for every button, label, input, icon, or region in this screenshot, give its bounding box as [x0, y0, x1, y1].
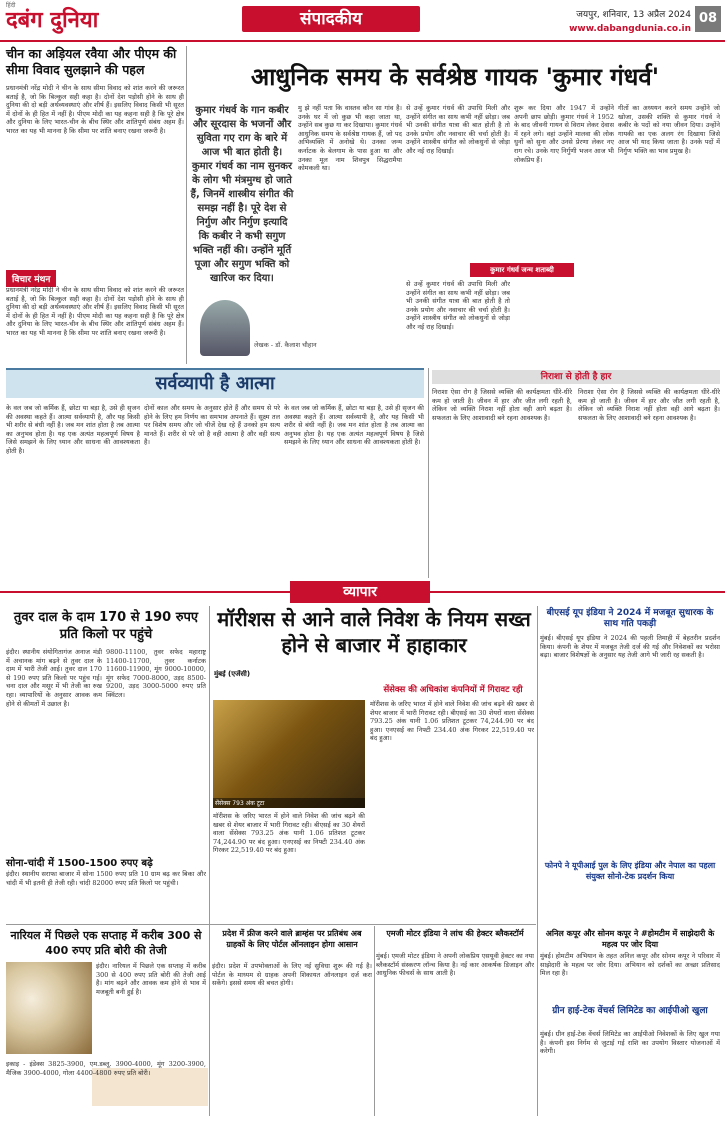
column-divider: [374, 926, 375, 1116]
image-caption: सेंसेक्स 793 अंक टूटा: [213, 798, 365, 808]
editorial-body-column-2: से उन्हें कुमार गंधर्व की उपाधि मिली और उन्होंने संगीत का साथ कभी नहीं छोड़ा। जब भी उनकी संगीत यात्रा की बात होती है तो उनके प्रयोग और नवाचार की चर्चा होती है। उन्होंने शास्त्रीय संगीत को लोकधुनों से जोड़ा और नई राह दिखाई।: [406, 104, 510, 155]
business-section-bar: [0, 581, 725, 603]
section-title: संपादकीय: [242, 6, 420, 32]
dal-rates: 9800-11100, तुवर सफेद महाराष्ट्र 11400-11700, तुवर कर्नाटक 11600-11900, मूंग 9000-10000, मूंग सफेद 7000-8000, उड़द 8500-9200, उड़द 3000-5000 रुपए प्रति क्विंटल।: [106, 648, 206, 699]
bse-body: मुंबई। बीएसई यूप इंडिया ने 2024 की पहली तिमाही में बेहतरीन प्रदर्शन किया। कंपनी के शेयर में मजबूत तेजी दर्ज की गई और निवेशकों का भरोसा बढ़ा। बाजार विशेषज्ञों के अनुसार यह तेजी आगे भी जारी रह सकती है।: [540, 634, 720, 660]
editorial-body-column-3: शुरू कर दिया और 1947 में उन्होंने अपनी छाप छोड़ी। कुमार गंधर्व ने 1952 के बाद जीवनी गायन से विराम लेकर देवास में रहने लगे। वहां उन्होंने मालवा की लोक धुनों को सुना और उनसे प्रेरणा लेकर नए राग रचे। उनके गाए निर्गुणी भजन आज भी लोकप्रिय हैं।: [514, 104, 614, 164]
column-divider: [186, 46, 187, 364]
feature-body-3: के वल जब जो कर्मिक हैं, छोटा या बड़ा है, उसे ही सृजन की अवस्था कहते हैं। आत्मा सर्वव्यापी है, और यह किसी भी शरीर से बंधी नहीं है। जब मन शांत होता है तब आत्मा का अनुभव होता है। यह एक अत्यंत महत्वपूर्ण विषय है जिसे समझने के लिए ध्यान और साधना की आवश्यकता होती है।: [284, 404, 424, 447]
pull-quote: कुमार गंधर्व के गान कबीर और सूरदास के भजनों और सुविता गए राग के बारे में आज भी बात होती है। कुमार गंधर्व का नाम सुनकर के लोग भी मंत्रमुग्ध हो जाते हैं, जिनमें शास्त्रीय संगीत की समझ नहीं है। पूरे देश से निर्गुण और निर्गुण इत्यादि कि कबीर ने कभी सगुण भक्ति नहीं की। उन्होंने मूर्ति पूजा और सगुण भक्ति को खारिज कर दिया।: [190, 105, 294, 284]
date-block: [569, 8, 691, 36]
hometeam-body: मुंबई। होमटीम अभियान के तहत अनिल कपूर और सोनम कपूर ने परिवार में साझेदारी के महत्व पर जोर दिया। अभियान को दर्शकों का अच्छा प्रतिसाद मिल रहा है।: [540, 952, 720, 978]
column-divider: [209, 606, 210, 1116]
opinion-headline: निराशा से होती है हार: [432, 370, 720, 384]
portal-body: इंदौर। प्रदेश में उपभोक्ताओं के लिए नई सुविधा शुरू की गई है। पोर्टल के माध्यम से ग्राहक अपनी शिकायत ऑनलाइन दर्ज करा सकेंगे। इससे समय की बचत होगी।: [212, 962, 372, 988]
date-line: जयपुर, शनिवार, 13 अप्रैल 2024: [576, 10, 691, 20]
left-article-body-continued: प्रधानमंत्री नरेंद्र मोदी ने चीन के साथ सीमा विवाद को शांत करने की जरूरत बताई है, जो कि बिल्कुल सही कहा है। दोनों देश पड़ोसी होने के साथ ही दुनिया की दो बड़ी अर्थव्यवस्थाएं और शीर्ष हैं। इसलिए विवाद किसी भी सूरत में दोनों के ही हित में नहीं है। पीएम मोदी का यह कहना सही है कि पूरे क्षेत्र और दुनिया के लिए भारत-चीन के बीच स्थिर और शांतिपूर्ण संबंध अहम हैं। भारत का यह भी मानना है कि सीमा पर शांति बनाए रखना जरूरी है।: [6, 286, 184, 337]
feature-body-1: के वल जब जो कर्मिक हैं, छोटा या बड़ा है, उसे ही सृजन की अवस्था कहते हैं। आत्मा सर्वव्यापी है, और यह किसी भी शरीर से बंधी नहीं है। जब मन शांत होता है तब आत्मा का अनुभव होता है। यह एक अत्यंत महत्वपूर्ण विषय है जिसे समझने के लिए ध्यान और साधना की आवश्यकता होती है।: [6, 404, 140, 455]
gold-headline: सोना-चांदी में 1500-1500 रुपए बढ़े: [6, 858, 153, 869]
main-business-headline: मॉरीशस से आने वाले निवेश के नियम सख्त होने से बाजार में हाहाकार: [217, 607, 531, 657]
column-divider: [428, 368, 429, 578]
sensex-bull-image: [213, 700, 365, 808]
masthead: [0, 0, 725, 42]
left-article-body: प्रधानमंत्री नरेंद्र मोदी ने चीन के साथ सीमा विवाद को शांत करने की जरूरत बताई है, जो कि बिल्कुल सही कहा है। दोनों देश पड़ोसी होने के साथ ही दुनिया की दो बड़ी अर्थव्यवस्थाएं और शीर्ष हैं। इसलिए विवाद किसी भी सूरत में दोनों के ही हित में नहीं है। पीएम मोदी का यह कहना सही है कि पूरे क्षेत्र और दुनिया के लिए भारत-चीन के बीच स्थिर और शांतिपूर्ण संबंध अहम हैं। भारत का यह भी मानना है कि सीमा पर शांति बनाए रखना जरूरी है।: [6, 84, 184, 135]
feature-headline: सर्वव्यापी है आत्मा: [155, 373, 275, 394]
centenary-tag: कुमार गंधर्व जन्म शताब्दी: [470, 263, 574, 277]
mg-hector-headline: एमजी मोटर इंडिया ने लांच की हेक्टर ब्लैकस्टॉर्म: [386, 929, 524, 938]
logo-subtitle: हिंदी: [6, 2, 16, 9]
newspaper-logo[interactable]: [6, 4, 98, 34]
opinion-body-2: निराशा ऐसा रोग है जिससे व्यक्ति की कार्यक्षमता धीरे-धीरे कम हो जाती है। जीवन में हार और जीत लगी रहती है, लेकिन जो व्यक्ति निराश नहीं होता वही आगे बढ़ता है। सफलता के लिए आशावादी बने रहना आवश्यक है।: [578, 388, 720, 422]
section-tag: विचार मंथन: [6, 270, 56, 287]
green-ipo-body: मुंबई। ग्रीन हाई-टेक वेंचर्स लिमिटेड का आईपीओ निवेशकों के लिए खुल गया है। कंपनी इस निर्गम से जुटाई गई राशि का उपयोग विस्तार योजनाओं में करेगी।: [540, 1030, 720, 1056]
gold-body: इंदौर। स्थानीय सराफा बाजार में सोना 1500 रुपए प्रति 10 ग्राम बढ़ कर बिका और चांदी में भी इतनी ही तेजी रही। चांदी 82000 रुपए प्रति किलो पर पहुंची।: [6, 870, 206, 887]
main-business-body-1: मॉरीशस के जरिए भारत में होने वाले निवेश की जांच बढ़ने की खबर से शेयर बाजार में भारी गिरावट रही। बीएसई का 30 शेयरों वाला सेंसेक्स 793.25 अंक यानी 1.06 प्रतिशत टूटकर 74,244.90 पर बंद हुआ। एनएसई का निफ्टी 234.40 अंक गिरकर 22,519.40 पर बंद हुआ।: [213, 812, 365, 855]
author-byline: लेखक - डॉ. कैलाश चौहान: [254, 341, 317, 349]
column-divider: [537, 606, 538, 1116]
main-business-body-2: मॉरीशस के जरिए भारत में होने वाले निवेश की जांच बढ़ने की खबर से शेयर बाजार में भारी गिरावट रही। बीएसई का 30 शेयरों वाला सेंसेक्स 793.25 अंक यानी 1.06 प्रतिशत टूटकर 74,244.90 पर बंद हुआ। एनएसई का निफ्टी 234.40 अंक गिरकर 22,519.40 पर बंद हुआ।: [370, 700, 534, 743]
green-ipo-headline: ग्रीन हाई-टेक वेंचर्स लिमिटेड का आईपीओ खुला: [552, 1006, 708, 1016]
hometeam-headline: अनिल कपूर और सोनम कपूर ने #होमटीम में साझेदारी के महत्व पर जोर दिया: [545, 929, 715, 949]
mg-hector-body: मुंबई। एमजी मोटर इंडिया ने अपनी लोकप्रिय एसयूवी हेक्टर का नया ब्लैकस्टॉर्म संस्करण लॉन्च किया है। नई कार आकर्षक डिजाइन और आधुनिक फीचर्स के साथ आती है।: [376, 952, 534, 978]
bse-headline: बीएसई यूप इंडिया ने 2024 में मजबूत सुधारक के साथ गति पकड़ी: [546, 608, 714, 629]
coconut-headline: नारियल में पिछले एक सप्ताह में करीब 300 से 400 रुपए प्रति बोरी की तेजी: [10, 929, 202, 957]
editorial-body-column-2b: से उन्हें कुमार गंधर्व की उपाधि मिली और उन्होंने संगीत का साथ कभी नहीं छोड़ा। जब भी उनकी संगीत यात्रा की बात होती है तो उनके प्रयोग और नवाचार की चर्चा होती है। उन्होंने शास्त्रीय संगीत को लोकधुनों से जोड़ा और नई राह दिखाई।: [406, 280, 510, 331]
row-divider: [6, 924, 536, 925]
editorial-body-column-1: मु झे नहीं पता कि वास्तव कौन सा गांव है। उनके घर में जो कुछ भी कहा जाता था, उन्होंने सब कुछ गा कर दिखाया। कुमार गंधर्व आधुनिक समय के सर्वश्रेष्ठ गायक हैं, जो पद अभिव्यक्ति में अनोखे थे। उनका जन्म कर्नाटक के बेलगाम के पास हुआ था और उनका मूल नाम शिवपुत्र सिद्धरामैया कोमकली था।: [298, 104, 402, 173]
editorial-headline: आधुनिक समय के सर्वश्रेष्ठ गायक 'कुमार गंधर्व': [250, 63, 660, 91]
opinion-body-1: निराशा ऐसा रोग है जिससे व्यक्ति की कार्यक्षमता धीरे-धीरे कम हो जाती है। जीवन में हार और जीत लगी रहती है, लेकिन जो व्यक्ति निराश नहीं होता वही आगे बढ़ता है। सफलता के लिए आशावादी बने रहना आवश्यक है।: [432, 388, 572, 422]
coconut-body: इंदौर। नारियल में पिछले एक सप्ताह में करीब 300 से 400 रुपए प्रति बोरी की तेजी आई है। मांग बढ़ने और आवक कम होने से भाव में मजबूती बनी हुई है।: [96, 962, 206, 996]
coconut-image: [6, 962, 92, 1054]
editorial-body-column-4: गीतों का अध्ययन करने समय उन्होंने जो खोजा, उसकी शक्ति से कुमार गंधर्व ने कबीर के पदों को नया जीवन दिया। उन्होंने गायकी का एक अलग रंग दिखाया जिसे आज भी याद किया जाता है। उनके पदों में निर्गुण भक्ति का भाव प्रमुख है।: [618, 104, 720, 155]
author-photo: [200, 300, 250, 356]
main-business-subhead: सेंसेक्स की अधिकांश कंपनियों में गिरावट रही: [383, 685, 523, 695]
dateline: मुंबई (एजेंसी): [214, 670, 251, 678]
logo-text: दबंग दुनिया: [6, 8, 99, 33]
dal-body: इंदौर। स्थानीय संयोगितागंज अनाज मंडी में अचानक मांग बढ़ने से तुवर दाल के दाम में भारी तेजी आई। तुवर दाल 170 से 190 रुपए प्रति किलो पर पहुंच गई। चना दाल और मसूर में भी तेजी का रुख रहा। व्यापारियों के अनुसार आवक कम होने से कीमतों में उछाल है।: [6, 648, 102, 708]
left-article-headline: चीन का अड़ियल रवैया और पीएम की सीमा विवाद सुलझाने की पहल: [6, 46, 177, 77]
portal-headline: प्रदेश में फ्रीज करने वाले ब्राम्हंस पर प्रतिबंध अब ग्राहकों के लिए पोर्टल ऑनलाइन होगा आसान: [222, 929, 362, 949]
phonepe-headline: फोनपे ने यूपीआई पुल के लिए इंडिया और नेपाल का पहला संयुक्त सोनो-टेक प्रदर्शन किया: [544, 861, 716, 881]
page-number: 08: [695, 6, 721, 32]
coconut-rates: इकाइ - इंडेक्स 3825-3900, एम.डब्लू. 3900-4000, मूंग 3200-3900, मैजिक 3900-4000, गोला 4400-4800 रुपए प्रति बोरी।: [6, 1060, 206, 1077]
feature-body-2: दोनों काल और समय के अनुसार होते हैं और समय से परे होने के लिए हम निर्णय का समभाव अपनाते हैं। सूक्ष्म तल पर विशेष समय और जो चीजें देख रहे हैं उनको हम सत्य मानते हैं। शरीर से परे जो है वही आत्मा है और वही सत्य है।: [144, 404, 280, 447]
business-section-title: व्यापार: [290, 581, 430, 603]
dal-headline: तुवर दाल के दाम 170 से 190 रुपए प्रति किलो पर पहुंचे: [13, 610, 199, 642]
website-link[interactable]: www.dabangdunia.co.in: [569, 24, 691, 34]
